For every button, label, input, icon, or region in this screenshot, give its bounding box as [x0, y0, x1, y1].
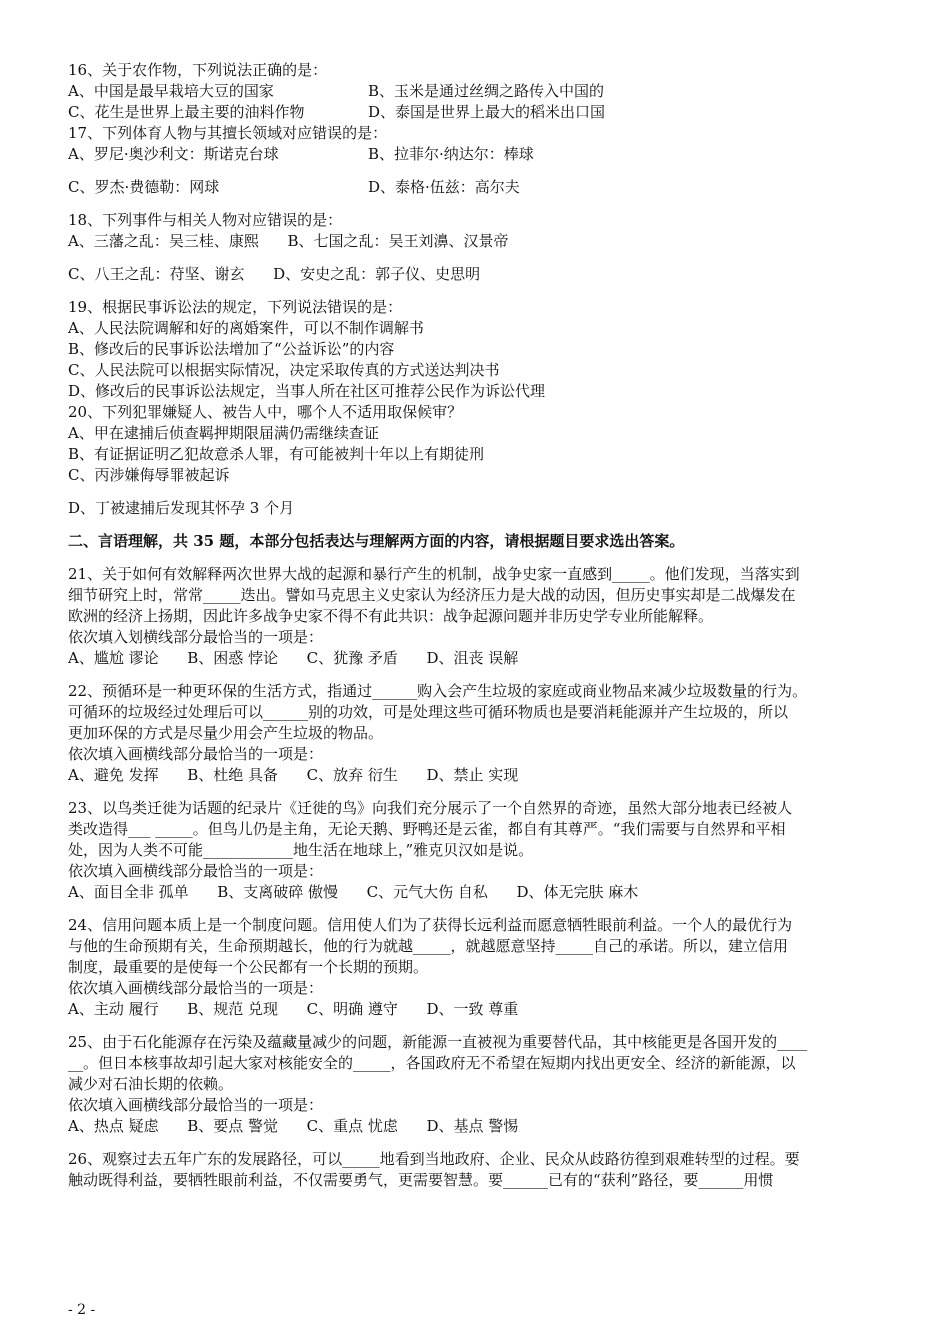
q25-prompt: 依次填入画横线部分最恰当的一项是：	[68, 1096, 324, 1114]
q25-options: A、热点 疑虑 B、要点 警觉 C、重点 忧虑 D、基点 警惕	[68, 1117, 519, 1135]
q20-option-a: A、甲在逮捕后侦查羁押期限届满仍需继续查证	[68, 424, 379, 442]
q17-option-b: B、拉菲尔·纳达尔：棒球	[368, 145, 534, 163]
q16-option-c: C、花生是世界上最主要的油料作物	[68, 103, 305, 121]
q22-line-1: 22、预循环是一种更环保的生活方式，指通过______购入会产生垃圾的家庭或商业物品来减少垃圾数量的行为。	[68, 682, 808, 700]
q20-option-c: C、丙涉嫌侮辱罪被起诉	[68, 466, 230, 484]
q24-line-2: 与他的生命预期有关，生命预期越长，他的行为就越_____，就越愿意坚持_____自己的承诺。所以，建立信用	[68, 937, 789, 955]
q25-line-3: 减少对石油长期的依赖。	[68, 1075, 234, 1093]
q24-line-1: 24、信用问题本质上是一个制度问题。信用使人们为了获得长远利益而愿意牺牲眼前利益。一个人的最优行为	[68, 916, 793, 934]
q25-line-2: __。但日本核事故却引起大家对核能安全的_____，各国政府无不希望在短期内找出更安全、经济的新能源，以	[68, 1054, 796, 1072]
q18-options-ab: A、三藩之乱：吴三桂、康熙 B、七国之乱：吴王刘濞、汉景帝	[68, 232, 509, 250]
q19-option-b: B、修改后的民事诉讼法增加了“公益诉讼”的内容	[68, 340, 395, 358]
q26-line-1: 26、观察过去五年广东的发展路径，可以_____地看到当地政府、企业、民众从歧路彷徨到艰难转型的过程。要	[68, 1150, 800, 1168]
q18-options-cd: C、八王之乱：苻坚、谢玄 D、安史之乱：郭子仪、史思明	[68, 265, 481, 283]
q23-line-1: 23、以鸟类迁徙为话题的纪录片《迁徙的鸟》向我们充分展示了一个自然界的奇迹，虽然大部分地表已经被人	[68, 799, 793, 817]
q17-stem: 17、下列体育人物与其擅长领域对应错误的是：	[68, 124, 388, 142]
q19-option-d: D、修改后的民事诉讼法规定，当事人所在社区可推荐公民作为诉讼代理	[68, 382, 546, 400]
q25-line-1: 25、由于石化能源存在污染及蕴藏量减少的问题，新能源一直被视为重要替代品，其中核能更是各国开发的____	[68, 1033, 808, 1051]
q24-line-3: 制度，最重要的是使每一个公民都有一个长期的预期。	[68, 958, 429, 976]
q20-stem: 20、下列犯罪嫌疑人、被告人中，哪个人不适用取保候审？	[68, 403, 463, 421]
q22-line-2: 可循环的垃圾经过处理后可以______别的功效，可是处理这些可循环物质也是要消耗能源并产生垃圾的，所以	[68, 703, 789, 721]
q19-option-c: C、人民法院可以根据实际情况，决定采取传真的方式送达判决书	[68, 361, 500, 379]
q16-option-d: D、泰国是世界上最大的稻米出口国	[368, 103, 606, 121]
q21-line-3: 欧洲的经济上扬期，因此许多战争史家不得不有此共识：战争起源问题并非历史学专业所能解释。	[68, 607, 714, 625]
q23-options: A、面目全非 孤单 B、支离破碎 傲慢 C、元气大伤 自私 D、体无完肤 麻木	[68, 883, 639, 901]
q16-stem: 16、关于农作物，下列说法正确的是：	[68, 61, 328, 79]
q16-option-a: A、中国是最早栽培大豆的国家	[68, 82, 274, 100]
q24-options: A、主动 履行 B、规范 兑现 C、明确 遵守 D、一致 尊重	[68, 1000, 519, 1018]
q21-line-2: 细节研究上时，常常_____迭出。譬如马克思主义史家认为经济压力是大战的动因，但历史事实却是二战爆发在	[68, 586, 796, 604]
q16-options-row-2	[68, 102, 888, 123]
q17-option-a: A、罗尼·奥沙利文：斯诺克台球	[68, 145, 279, 163]
q21-options: A、尴尬 谬论 B、困惑 悖论 C、犹豫 矛盾 D、沮丧 误解	[68, 649, 519, 667]
q18-stem: 18、下列事件与相关人物对应错误的是：	[68, 211, 343, 229]
q19-option-a: A、人民法院调解和好的离婚案件，可以不制作调解书	[68, 319, 424, 337]
q16-options-row-1	[68, 81, 888, 102]
q17-options-row-2	[68, 177, 888, 198]
q22-line-3: 更加环保的方式是尽量少用会产生垃圾的物品。	[68, 724, 384, 742]
q21-line-1: 21、关于如何有效解释两次世界大战的起源和暴行产生的机制，战争史家一直感到_____。他们发现，当落实到	[68, 565, 800, 583]
q20-option-b: B、有证据证明乙犯故意杀人罪，有可能被判十年以上有期徒刑	[68, 445, 485, 463]
q20-option-d: D、丁被逮捕后发现其怀孕 3 个月	[68, 499, 295, 517]
section-heading: 二、言语理解，共 35 题，本部分包括表达与理解两方面的内容，请根据题目要求选出答案。	[68, 532, 685, 550]
q17-options-row-1	[68, 144, 888, 165]
q23-line-2: 类改造得___ _____。但鸟儿仍是主角，无论天鹅、野鸭还是云雀，都自有其尊严。“我们需要与自然界和平相	[68, 820, 786, 838]
q22-options: A、避免 发挥 B、杜绝 具备 C、放弃 衍生 D、禁止 实现	[68, 766, 519, 784]
q21-prompt: 依次填入划横线部分最恰当的一项是：	[68, 628, 324, 646]
document-page	[68, 60, 888, 1191]
page-number: - 2 -	[68, 1302, 96, 1318]
q17-option-c: C、罗杰·费德勒：网球	[68, 178, 220, 196]
q19-stem: 19、根据民事诉讼法的规定，下列说法错误的是：	[68, 298, 403, 316]
q26-line-2: 触动既得利益，要牺牲眼前利益，不仅需要勇气，更需要智慧。要______已有的“获利”路径，要______用惯	[68, 1171, 774, 1189]
q23-prompt: 依次填入画横线部分最恰当的一项是：	[68, 862, 324, 880]
q17-option-d: D、泰格·伍兹：高尔夫	[368, 178, 520, 196]
q24-prompt: 依次填入画横线部分最恰当的一项是：	[68, 979, 324, 997]
q23-line-3: 处，因为人类不可能____________地生活在地球上，”雅克贝汉如是说。	[68, 841, 534, 859]
q22-prompt: 依次填入画横线部分最恰当的一项是：	[68, 745, 324, 763]
q16-option-b: B、玉米是通过丝绸之路传入中国的	[368, 82, 605, 100]
